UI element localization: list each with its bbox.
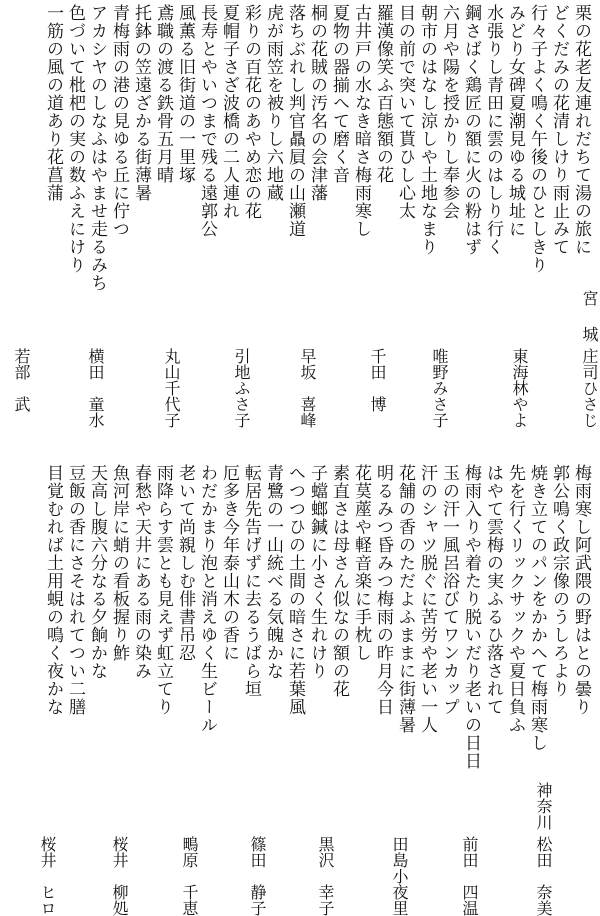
haiku-line: 厄多き今年泰山木の香に [219,464,239,662]
haiku-line: はやて雲梅の実ふるひ落されて [483,464,503,716]
haiku-line: 梅雨寒し阿武隈の野はとの曇り [571,464,591,716]
haiku-line: 素直さは母さん似なの額の花 [329,464,349,698]
haiku-line: 先を行くリックサックや夏日負ふ [505,464,525,734]
haiku-line: 春愁や天井にある雨の染み [131,464,151,680]
haiku-line: 汗のシャツ脱ぐに苦労や老い一人 [417,464,437,734]
author-name: 横田 童水 [86,348,105,428]
haiku-line: 雨降らす雲とも見えず虹立てり [153,464,173,716]
haiku-line: 子蟷螂鍼に小さく生れけり [307,464,327,680]
author-name: 松田 奈美 [534,836,553,916]
haiku-line: 朝市のはなし涼しや土地なまり [417,4,437,256]
haiku-line: 長寿とやいつまで残る遠郭公 [197,4,217,238]
haiku-line: 鋼さばく鶏匠の額に火の粉はず [461,4,481,256]
bottom-haiku-section [0,460,600,916]
haiku-line: 虎が雨笠を被りし六地蔵 [263,4,283,202]
haiku-line: 一筋の風の道あり花菖蒲 [43,4,63,202]
author-name: 若部 武 [12,348,31,412]
haiku-line: みどり女碑夏潮見ゆる城址に [505,4,525,238]
haiku-line: 鳶職の渡る鉄骨五月晴 [153,4,173,184]
haiku-line: へつつひの土間の暗さに若葉風 [285,464,305,716]
haiku-line: 托鉢の笠遠ざかる街薄暑 [131,4,151,202]
haiku-line: 落ちぶれし判官贔屓の山瀬道 [285,4,305,238]
haiku-line: 豆飯の香にさそはれてつい二膳 [65,464,85,716]
author-prefecture: 宮城 [580,290,599,362]
author-name: 引地ふさ子 [232,348,251,428]
haiku-line: 彩りの百花のあやめ恋の花 [241,4,261,220]
author-name: 黒沢 幸子 [316,836,335,916]
author-name: 鴫原 千恵 [180,836,199,916]
haiku-line: 明るみつ昏みつ梅雨の昨月今日 [373,464,393,716]
author-name: 唯野みさ子 [430,348,449,428]
haiku-line: 天高し腹六分なる夕餉かな [87,464,107,680]
author-name: 早坂 喜峰 [298,348,317,428]
author-name: 桜井 柳処 [110,836,129,916]
author-name: 丸山千代子 [162,348,181,428]
haiku-line: 花舗の香のただよふままに街薄暑 [395,464,415,734]
haiku-line: 夏物の器揃へて磨く音 [329,4,349,184]
haiku-line: 桐の花賊の汚名の会津藩 [307,4,327,202]
haiku-line: 転居先告げずに去るうばら垣 [241,464,261,698]
haiku-line: わだかまり泡と消えゆく生ビール [197,464,217,734]
haiku-line: 魚河岸に蛸の看板握り鮓 [109,464,129,662]
haiku-line: 郭公鳴く政宗像のうしろより [549,464,569,698]
author-name: 前田 四温 [460,836,479,916]
haiku-line: 目の前で突いて貰ひし心太 [395,4,415,220]
author-name: 千田 博 [368,348,387,412]
haiku-line: 焼き立てのパンをかかへて梅雨寒し [527,464,547,752]
author-name: 篠田 静子 [248,836,267,916]
haiku-line: 目覚むれば土用蜆の鳴く夜かな [43,464,63,716]
haiku-line: 行々子よく鳴く午後のひとしきり [527,4,547,274]
haiku-line: 色づいて枇杷の実の数ふえにけり [65,4,85,274]
haiku-line: 風薫る旧街道の一里塚 [175,4,195,184]
haiku-line: 青梅雨の港の見ゆる丘に佇つ [109,4,129,238]
haiku-line: 羅漢像笑ふ百態額の花 [373,4,393,184]
haiku-line: 夏帽子さざ波橋の二人連れ [219,4,239,220]
haiku-line: どくだみの花清しけり雨止みて [549,4,569,256]
haiku-line: 老いて尚親しむ俳書吊忍 [175,464,195,662]
haiku-line: アカシヤのしなふはやませ走るみち [87,4,107,292]
author-name: 東海林やよ [510,348,529,428]
author-name: 庄司ひさじ [580,348,599,428]
haiku-line: 古井戸の水なき暗さ梅雨寒し [351,4,371,238]
haiku-line: 玉の汗一風呂浴びてワンカップ [439,464,459,716]
haiku-line: 栗の花老友連れだちて湯の旅に [571,4,591,256]
haiku-line: 花茣蓙や軽音楽に手枕し [351,464,371,662]
haiku-line: 青鷺の一山統べる気魄かな [263,464,283,680]
haiku-line: 梅雨入りや着たり脱いだり老いの日日 [461,464,481,770]
haiku-line: 六月や陽を授かりし奉参会 [439,4,459,220]
author-name: 田島小夜里 [390,836,409,916]
haiku-line: 水張りし青田に雲のはしり行く [483,4,503,256]
author-prefecture: 神奈川 [534,782,553,830]
author-name: 桜井 ヒロ [38,836,57,916]
